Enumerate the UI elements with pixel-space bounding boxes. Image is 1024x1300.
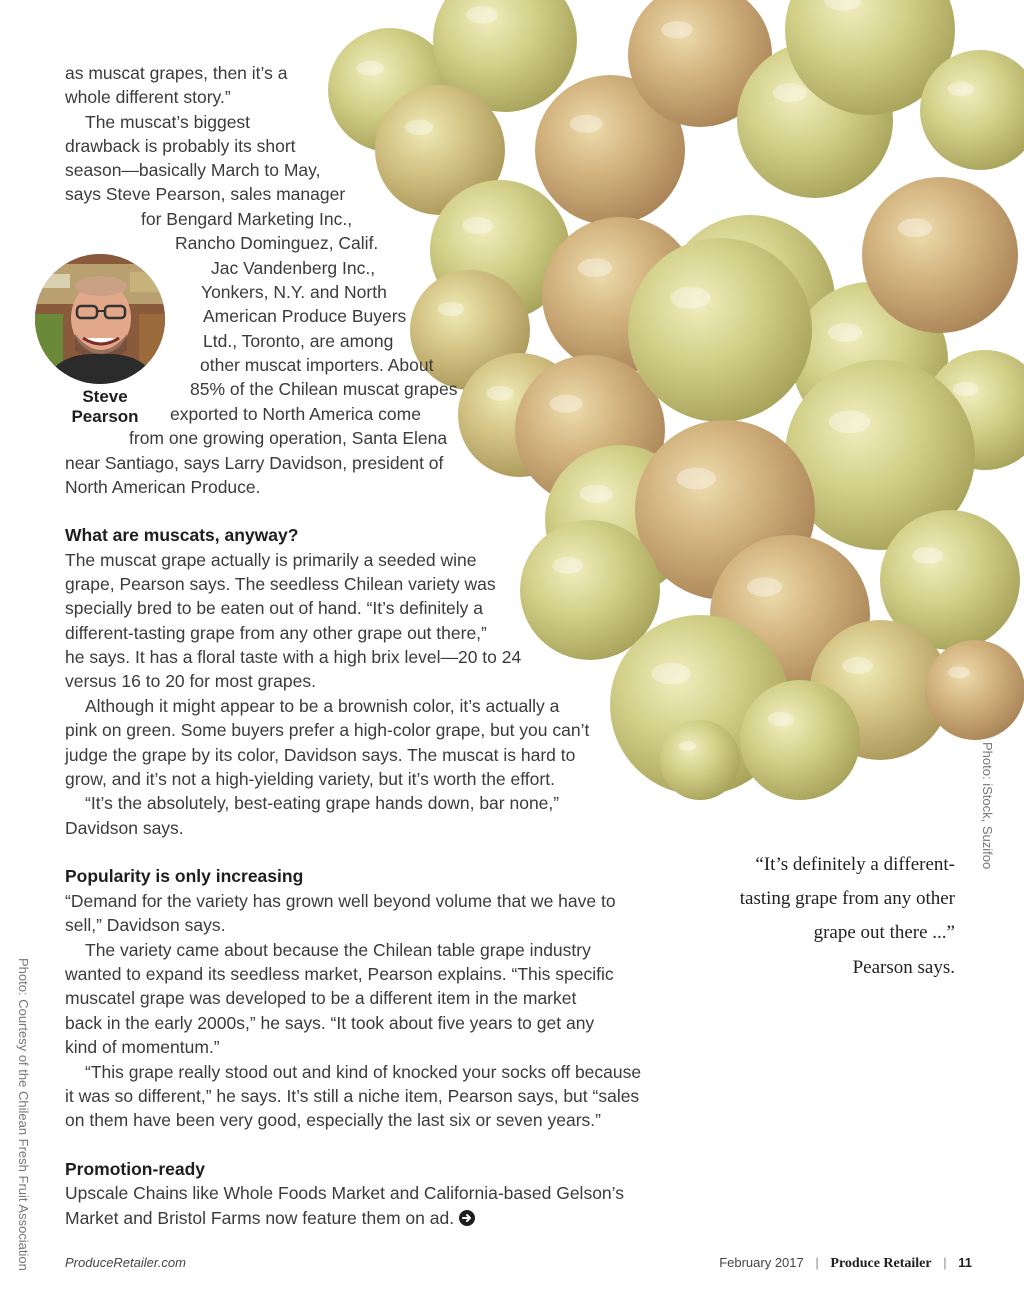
grape-highlight	[842, 657, 873, 674]
intro-line: Ltd., Toronto, are among	[203, 331, 394, 351]
body-line: muscatel grape was developed to be a different item in the market	[65, 988, 577, 1008]
intro-line: other muscat importers. About	[200, 355, 434, 375]
body-line: he says. It has a floral taste with a high brix level—20 to 24	[65, 647, 522, 667]
intro-line: drawback is probably its short	[65, 136, 296, 156]
grape-highlight	[651, 663, 691, 685]
section-heading-what-are-muscats: What are muscats, anyway?	[65, 525, 299, 545]
section-heading-popularity: Popularity is only increasing	[65, 866, 304, 886]
grape-highlight	[676, 468, 716, 490]
grape-highlight	[552, 557, 583, 574]
portrait-caption-last-name: Pearson	[71, 407, 139, 426]
intro-line: Jac Vandenberg Inc.,	[211, 258, 376, 278]
body-line: The variety came about because the Chilean table grape industry	[85, 940, 591, 960]
intro-line: Yonkers, N.Y. and North	[201, 282, 387, 302]
body-line: wanted to expand its seedless market, Pearson explains. “This specific	[65, 964, 614, 984]
body-line: specially bred to be eaten out of hand. “It’s definitely a	[65, 598, 484, 618]
intro-line: says Steve Pearson, sales manager	[65, 184, 346, 204]
grape	[862, 177, 1018, 333]
grape-highlight	[462, 217, 493, 234]
intro-line: season—basically March to May,	[65, 160, 321, 180]
grape-highlight	[768, 712, 794, 726]
grape	[740, 680, 860, 800]
grape-highlight	[487, 386, 514, 401]
grape-highlight	[828, 323, 862, 342]
footer-date: February 2017	[719, 1255, 804, 1270]
intro-line: from one growing operation, Santa Elena	[129, 428, 448, 448]
footer-magazine-name: Produce Retailer	[830, 1256, 932, 1271]
intro-line: whole different story.”	[65, 87, 231, 107]
body-line: versus 16 to 20 for most grapes.	[65, 671, 316, 691]
pull-quote-line: tasting grape from any other	[739, 888, 955, 909]
grape-highlight	[357, 61, 384, 76]
intro-line: American Produce Buyers	[203, 306, 407, 326]
footer-folio	[719, 1255, 972, 1272]
grape-highlight	[747, 577, 782, 596]
body-line: judge the grape by its color, Davidson says. The muscat is hard to	[65, 745, 576, 765]
grape-highlight	[438, 302, 464, 316]
body-line: back in the early 2000s,” he says. “It took about five years to get any	[65, 1013, 595, 1033]
body-line: grow, and it’s not a high-yielding variety, but it’s worth the effort.	[65, 769, 555, 789]
grape	[660, 720, 740, 800]
intro-line: for Bengard Marketing Inc.,	[141, 209, 353, 229]
grape-highlight	[898, 218, 932, 237]
body-line-text: Market and Bristol Farms now feature them on ad.	[65, 1208, 455, 1228]
pull-quote-line: “It’s definitely a different-	[755, 854, 955, 875]
grape-highlight	[550, 395, 583, 413]
body-line: “This grape really stood out and kind of knocked your socks off because	[85, 1062, 642, 1082]
intro-line: Rancho Dominguez, Calif.	[175, 233, 379, 253]
body-line: “It’s the absolutely, best-eating grape hands down, bar none,”	[85, 793, 560, 813]
body-line: Upscale Chains like Whole Foods Market and California-based Gelson’s	[65, 1183, 624, 1203]
body-line: Davidson says.	[65, 818, 184, 838]
grape-highlight	[678, 741, 696, 751]
intro-line: 85% of the Chilean muscat grapes	[190, 379, 458, 399]
grape-highlight	[773, 83, 807, 102]
body-line: on them have been very good, especially the last six or seven years.”	[65, 1110, 601, 1130]
pull-quote-line: grape out there ...”	[813, 922, 955, 943]
footer-website[interactable]: ProduceRetailer.com	[65, 1255, 186, 1270]
grape-highlight	[670, 287, 710, 309]
body-line: pink on green. Some buyers prefer a high-color grape, but you can’t	[65, 720, 590, 740]
body-line: Although it might appear to be a brownish color, it’s actually a	[85, 696, 560, 716]
portrait-caption-first-name: Steve	[82, 387, 128, 406]
footer-separator: |	[815, 1255, 819, 1270]
pull-quote-line: Pearson says.	[852, 957, 955, 978]
grape-highlight	[829, 410, 871, 433]
section-heading-promotion-ready: Promotion-ready	[65, 1159, 206, 1179]
body-line: sell,” Davidson says.	[65, 915, 226, 935]
intro-line: near Santiago, says Larry Davidson, president of	[65, 453, 444, 473]
body-line	[65, 1206, 475, 1232]
grape-highlight	[912, 547, 943, 564]
grape-highlight	[580, 485, 613, 503]
grape-highlight	[578, 258, 612, 277]
steve-pearson-portrait	[35, 254, 165, 384]
footer-page-number: 11	[958, 1255, 972, 1270]
body-line: The muscat grape actually is primarily a seeded wine	[65, 550, 477, 570]
intro-line: exported to North America come	[170, 404, 421, 424]
portrait-photo-credit: Photo: Courtesy of the Chilean Fresh Fruit Association	[16, 958, 31, 1271]
grape-highlight	[661, 21, 693, 38]
intro-line: as muscat grapes, then it’s a	[65, 63, 288, 83]
body-line: “Demand for the variety has grown well beyond volume that we have to	[65, 891, 616, 911]
body-line: kind of momentum.”	[65, 1037, 220, 1057]
grapes-photo-credit: Photo: iStock, Suzifoo	[980, 742, 995, 870]
intro-line: The muscat’s biggest	[85, 112, 251, 132]
body-line: it was so different,” he says. It’s still a niche item, Pearson says, but “sales	[65, 1086, 640, 1106]
continue-arrow-icon[interactable]	[459, 1208, 475, 1232]
grape-highlight	[953, 382, 979, 396]
grape-highlight	[466, 6, 498, 23]
grape-highlight	[570, 115, 603, 133]
grape-highlight	[948, 82, 974, 96]
grape-highlight	[948, 667, 970, 679]
body-line: different-tasting grape from any other grape out there,”	[65, 623, 487, 643]
grape	[925, 640, 1024, 740]
grape-highlight	[405, 119, 434, 135]
footer-separator: |	[943, 1255, 947, 1270]
intro-line: North American Produce.	[65, 477, 261, 497]
grape	[628, 238, 812, 422]
body-line: grape, Pearson says. The seedless Chilean variety was	[65, 574, 496, 594]
